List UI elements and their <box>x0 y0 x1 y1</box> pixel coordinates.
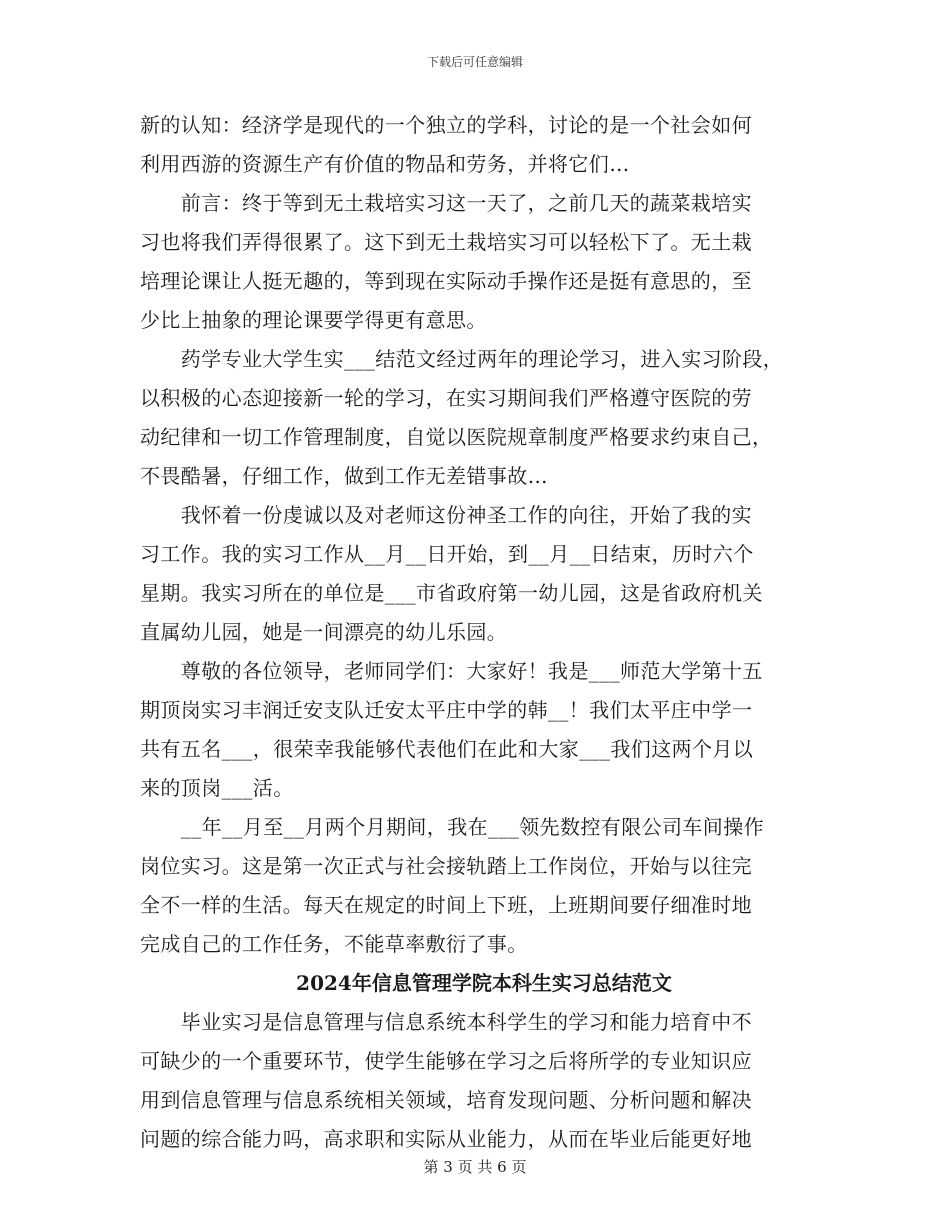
text-line: 习工作。我的实习工作从__月__日开始，到__月__日结束，历时六个 <box>140 542 754 566</box>
section-paragraph <box>140 1003 820 1159</box>
page-footer: 第 3 页 共 6 页 <box>423 1158 527 1176</box>
text-line: 星期。我实习所在的单位是___市省政府第一幼儿园，这是省政府机关 <box>140 581 763 605</box>
paragraph-5 <box>140 652 820 808</box>
paragraph-1 <box>140 106 820 184</box>
document-body <box>140 106 820 1159</box>
text-line: 少比上抽象的理论课要学得更有意思。 <box>140 308 487 332</box>
paragraph-2 <box>140 184 820 340</box>
text-line: 药学专业大学生实___结范文经过两年的理论学习，进入实习阶段， <box>140 347 784 371</box>
text-line: 前言：终于等到无土栽培实习这一天了，之前几天的蔬菜栽培实 <box>140 191 752 215</box>
text-line: 共有五名___，很荣幸我能够代表他们在此和大家___我们这两个月以 <box>140 737 754 761</box>
text-line: 用到信息管理与信息系统相关领域，培育发现问题、分析问题和解决 <box>140 1088 752 1112</box>
page-header: 下载后可任意编辑 <box>426 55 523 69</box>
text-line: 毕业实习是信息管理与信息系统本科学生的学习和能力培育中不 <box>140 1010 752 1034</box>
text-line: 岗位实习。这是第一次正式与社会接轨踏上工作岗位，开始与以往完 <box>140 854 752 878</box>
text-line: 可缺少的一个重要环节，使学生能够在学习之后将所学的专业知识应 <box>140 1049 752 1073</box>
text-line: 尊敬的各位领导，老师同学们：大家好！我是___师范大学第十五 <box>140 659 763 683</box>
text-line: 利用西游的资源生产有价值的物品和劳务，并将它们… <box>140 152 630 176</box>
text-line: __年__月至__月两个月期间，我在___领先数控有限公司车间操作 <box>140 815 764 839</box>
paragraph-3 <box>140 340 820 496</box>
paragraph-4 <box>140 496 820 652</box>
text-line: 来的顶岗___活。 <box>140 776 294 800</box>
text-line: 直属幼儿园，她是一间漂亮的幼儿乐园。 <box>140 620 508 644</box>
paragraph-6 <box>140 808 820 964</box>
text-line: 我怀着一份虔诚以及对老师这份神圣工作的向往，开始了我的实 <box>140 503 752 527</box>
text-line: 不畏酷暑，仔细工作，做到工作无差错事故… <box>140 464 548 488</box>
text-line: 培理论课让人挺无趣的，等到现在实际动手操作还是挺有意思的，至 <box>140 269 752 293</box>
text-line: 习也将我们弄得很累了。这下到无土栽培实习可以轻松下了。无土栽 <box>140 230 752 254</box>
section-title: 2024年信息管理学院本科生实习总结范文 <box>296 971 672 995</box>
text-line: 期顶岗实习丰润迁安支队迁安太平庄中学的韩__！我们太平庄中学一 <box>140 698 753 722</box>
text-line: 问题的综合能力吗，高求职和实际从业能力，从而在毕业后能更好地 <box>140 1127 752 1151</box>
text-line: 动纪律和一切工作管理制度，自觉以医院规章制度严格要求约束自己， <box>140 425 773 449</box>
text-line: 新的认知：经济学是现代的一个独立的学科，讨论的是一个社会如何 <box>140 113 752 137</box>
text-line: 以积极的心态迎接新一轮的学习，在实习期间我们严格遵守医院的劳 <box>140 386 752 410</box>
text-line: 完成自己的工作任务，不能草率敷衍了事。 <box>140 932 528 956</box>
text-line: 全不一样的生活。每天在规定的时间上下班，上班期间要仔细准时地 <box>140 893 752 917</box>
